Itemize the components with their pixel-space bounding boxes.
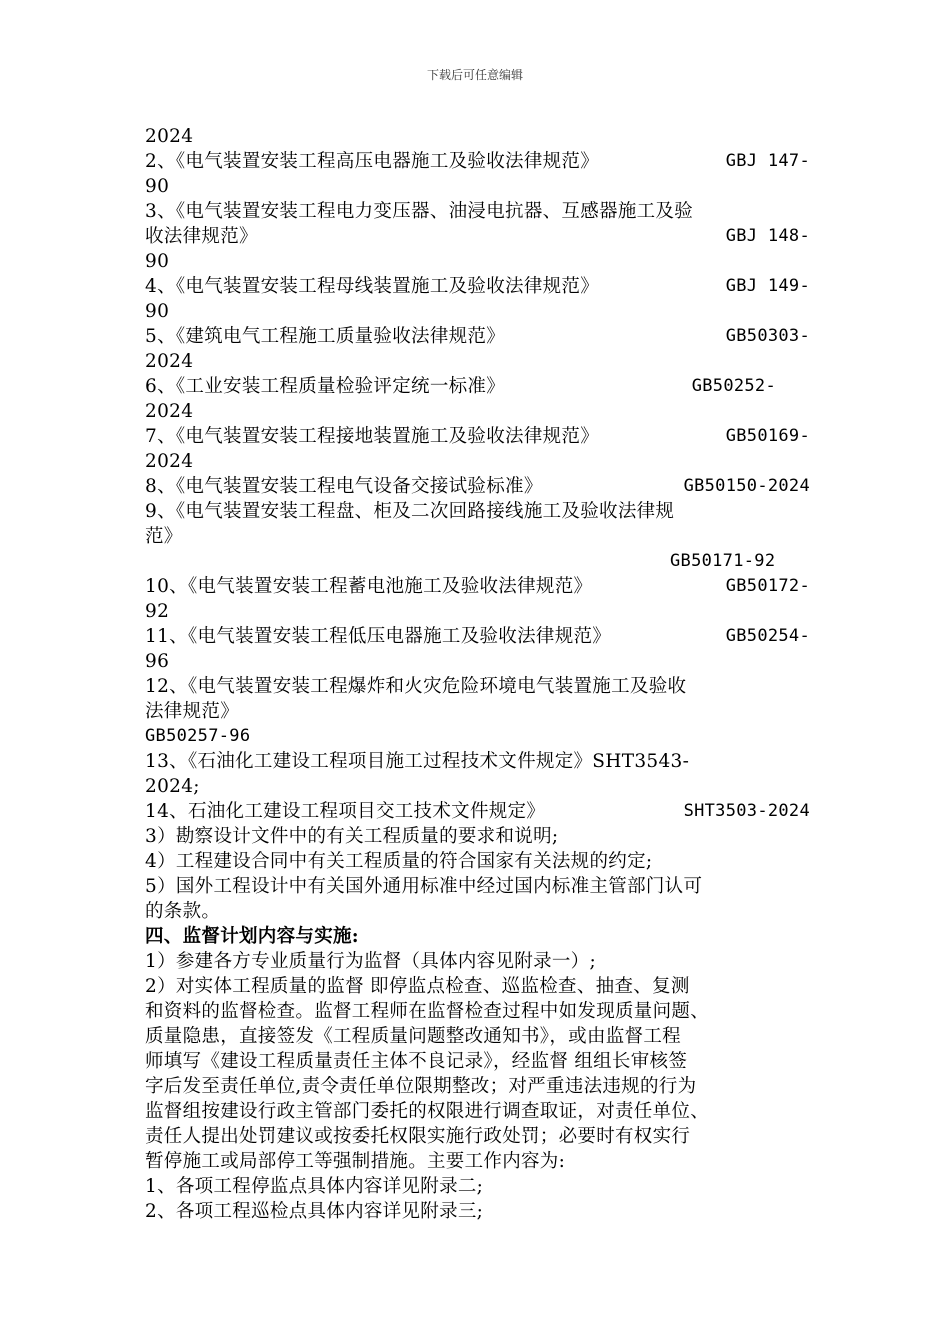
text-line: 暂停施工或局部停工等强制措施。主要工作内容为: <box>145 1151 566 1172</box>
standard-title: 10、《电气装置安装工程蓄电池施工及验收法律规范》 <box>145 576 593 597</box>
standard-item <box>145 374 810 399</box>
text-line: 9、《电气装置安装工程盘、柜及二次回路接线施工及验收法律规 <box>145 501 675 522</box>
section-heading: 四、监督计划内容与实施: <box>145 926 359 947</box>
text-line: 90 <box>145 251 170 272</box>
text-line: 的条款。 <box>145 901 221 922</box>
standard-code: GB50252- <box>691 376 776 396</box>
text-line: 2、各项工程巡检点具体内容详见附录三; <box>145 1201 484 1222</box>
standard-code: GB50172- <box>725 576 810 596</box>
standard-title: 8、《电气装置安装工程电气设备交接试验标准》 <box>145 476 543 497</box>
text-line: 监督组按建设行政主管部门委托的权限进行调查取证，对责任单位、 <box>145 1101 710 1122</box>
standard-item <box>145 424 810 449</box>
standard-title: 14、石油化工建设工程项目交工技术文件规定》 <box>145 801 546 822</box>
text-line: 法律规范》 <box>145 701 240 722</box>
standard-code: GBJ 148- <box>725 226 810 246</box>
text-line: 1、各项工程停监点具体内容详见附录二; <box>145 1176 484 1197</box>
standard-code: GB50257-96 <box>145 726 251 746</box>
text-line: 2）对实体工程质量的监督 即停监点检查、巡监检查、抽查、复测 <box>145 976 690 997</box>
text-line: 5）国外工程设计中有关国外通用标准中经过国内标准主管部门认可 <box>145 876 703 897</box>
standard-title: 11、《电气装置安装工程低压电器施工及验收法律规范》 <box>145 626 612 647</box>
standard-code: GBJ 149- <box>725 276 810 296</box>
standard-title: 4、《电气装置安装工程母线装置施工及验收法律规范》 <box>145 276 600 297</box>
standard-item <box>145 799 810 824</box>
text-line: 12、《电气装置安装工程爆炸和火灾危险环境电气装置施工及验收 <box>145 676 687 697</box>
standard-title: 5、《建筑电气工程施工质量验收法律规范》 <box>145 326 506 347</box>
text-line: 2024; <box>145 776 200 797</box>
standard-code: GB50150-2024 <box>683 476 810 496</box>
standard-item <box>145 324 810 349</box>
page-header: 下载后可任意编辑 <box>426 68 523 82</box>
standard-code: GB50303- <box>725 326 810 346</box>
document-body <box>145 124 810 1224</box>
standard-title: 收法律规范》 <box>145 226 258 247</box>
standard-code: GB50171-92 <box>670 551 776 571</box>
text-line: 质量隐患，直接签发《工程质量问题整改通知书》，或由监督工程 <box>145 1026 681 1047</box>
standard-item <box>145 474 810 499</box>
text-line: 责任人提出处罚建议或按委托权限实施行政处罚；必要时有权实行 <box>145 1126 691 1147</box>
text-line: 90 <box>145 301 170 322</box>
text-line: 3）勘察设计文件中的有关工程质量的要求和说明; <box>145 826 559 847</box>
standard-item <box>145 149 810 174</box>
standard-item <box>145 274 810 299</box>
text-line: 13、《石油化工建设工程项目施工过程技术文件规定》SHT3543- <box>145 751 690 772</box>
text-line: 和资料的监督检查。监督工程师在监督检查过程中如发现质量问题、 <box>145 1001 710 1022</box>
standard-code: GBJ 147- <box>725 151 810 171</box>
standard-title: 6、《工业安装工程质量检验评定统一标准》 <box>145 376 506 397</box>
standard-code: GB50169- <box>725 426 810 446</box>
text-line: 2024 <box>145 401 194 422</box>
text-line: 字后发至责任单位,责令责任单位限期整改；对严重违法违规的行为 <box>145 1076 697 1097</box>
text-line: 2024 <box>145 126 194 147</box>
standard-item <box>145 224 810 249</box>
standard-code: GB50254- <box>725 626 810 646</box>
standard-title: 7、《电气装置安装工程接地装置施工及验收法律规范》 <box>145 426 600 447</box>
text-line: 师填写《建设工程质量责任主体不良记录》，经监督 组组长审核签 <box>145 1051 688 1072</box>
standard-code: SHT3503-2024 <box>683 801 810 821</box>
text-line: 3、《电气装置安装工程电力变压器、油浸电抗器、互感器施工及验 <box>145 201 694 222</box>
text-line: 96 <box>145 651 170 672</box>
text-line: 2024 <box>145 451 194 472</box>
text-line: 4）工程建设合同中有关工程质量的符合国家有关法规的约定; <box>145 851 653 872</box>
text-line: 1）参建各方专业质量行为监督（具体内容见附录一）; <box>145 951 597 972</box>
text-line: 92 <box>145 601 170 622</box>
text-line: 范》 <box>145 526 183 547</box>
standard-item <box>145 624 810 649</box>
standard-title: 2、《电气装置安装工程高压电器施工及验收法律规范》 <box>145 151 600 172</box>
text-line: 90 <box>145 176 170 197</box>
standard-item <box>145 574 810 599</box>
text-line: 2024 <box>145 351 194 372</box>
